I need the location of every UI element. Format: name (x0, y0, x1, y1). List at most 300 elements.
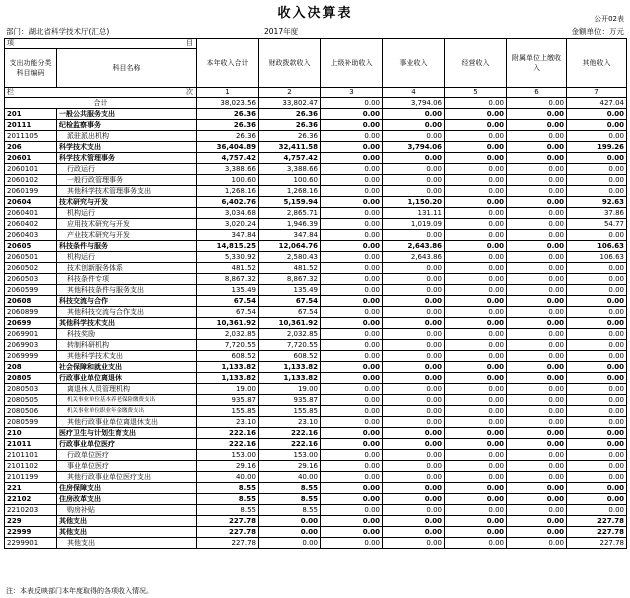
row-value-3: 0.00 (321, 208, 383, 219)
row-value-5: 0.00 (445, 241, 507, 252)
row-name: 行政单位医疗 (57, 450, 197, 461)
row-value-2: 155.85 (259, 406, 321, 417)
row-value-7: 0.00 (567, 186, 627, 197)
row-code: 206 (5, 142, 57, 153)
row-value-6: 0.00 (507, 296, 567, 307)
table-row (5, 208, 627, 219)
row-value-1: 26.36 (197, 120, 259, 131)
row-value-1: 155.85 (197, 406, 259, 417)
row-value-1: 8,867.32 (197, 274, 259, 285)
row-value-1: 6,402.76 (197, 197, 259, 208)
row-code: 2011105 (5, 131, 57, 142)
row-value-6: 0.00 (507, 98, 567, 109)
row-value-4: 0.00 (383, 351, 445, 362)
table-row (5, 472, 627, 483)
income-table (4, 38, 627, 549)
row-value-7: 0.00 (567, 362, 627, 373)
table-row (5, 175, 627, 186)
row-name: 机构运行 (57, 208, 197, 219)
row-value-7: 427.04 (567, 98, 627, 109)
row-code: 208 (5, 362, 57, 373)
row-value-5: 0.00 (445, 164, 507, 175)
row-value-4: 0.00 (383, 340, 445, 351)
row-value-1: 8.55 (197, 494, 259, 505)
row-value-4: 0.00 (383, 483, 445, 494)
table-row (5, 505, 627, 516)
row-code: 20601 (5, 153, 57, 164)
row-value-1: 19.00 (197, 384, 259, 395)
row-name: 事业单位医疗 (57, 461, 197, 472)
row-value-3: 0.00 (321, 450, 383, 461)
row-value-5: 0.00 (445, 428, 507, 439)
row-value-6: 0.00 (507, 494, 567, 505)
row-value-7: 227.78 (567, 516, 627, 527)
row-value-1: 1,268.16 (197, 186, 259, 197)
row-value-4: 0.00 (383, 120, 445, 131)
table-row (5, 329, 627, 340)
row-value-1: 26.36 (197, 131, 259, 142)
row-code: 20111 (5, 120, 57, 131)
row-value-2: 26.36 (259, 120, 321, 131)
row-value-3: 0.00 (321, 230, 383, 241)
row-value-7: 227.78 (567, 538, 627, 549)
header-row-item (5, 39, 627, 49)
row-name: 其他科学技术管理事务支出 (57, 186, 197, 197)
row-value-6: 0.00 (507, 428, 567, 439)
header-col-2: 财政拨款收入 (259, 39, 321, 88)
row-value-3: 0.00 (321, 329, 383, 340)
row-value-1: 608.52 (197, 351, 259, 362)
row-value-4: 0.00 (383, 186, 445, 197)
row-code: 2210203 (5, 505, 57, 516)
row-value-1: 38,023.56 (197, 98, 259, 109)
row-value-7: 0.00 (567, 307, 627, 318)
row-value-6: 0.00 (507, 131, 567, 142)
row-value-4: 0.00 (383, 285, 445, 296)
row-value-5: 0.00 (445, 450, 507, 461)
row-value-2: 347.84 (259, 230, 321, 241)
row-value-3: 0.00 (321, 483, 383, 494)
row-value-5: 0.00 (445, 472, 507, 483)
row-value-6: 0.00 (507, 516, 567, 527)
row-code: 2101101 (5, 450, 57, 461)
row-code: 229 (5, 516, 57, 527)
row-value-3: 0.00 (321, 318, 383, 329)
row-value-7: 0.00 (567, 318, 627, 329)
row-value-6: 0.00 (507, 230, 567, 241)
row-value-5: 0.00 (445, 505, 507, 516)
row-code: 20699 (5, 318, 57, 329)
row-code: 201 (5, 109, 57, 120)
row-value-3: 0.00 (321, 373, 383, 384)
row-value-2: 0.00 (259, 538, 321, 549)
row-value-6: 0.00 (507, 406, 567, 417)
row-value-7: 0.00 (567, 175, 627, 186)
row-code: 20604 (5, 197, 57, 208)
row-value-7: 37.86 (567, 208, 627, 219)
row-name: 机关事业单位职业年金缴费支出 (57, 406, 197, 417)
row-value-4: 0.00 (383, 505, 445, 516)
row-name: 其他科学技术支出 (57, 318, 197, 329)
row-value-1: 1,133.82 (197, 362, 259, 373)
row-value-5: 0.00 (445, 263, 507, 274)
row-value-2: 26.36 (259, 131, 321, 142)
row-value-4: 0.00 (383, 175, 445, 186)
row-code: 2060899 (5, 307, 57, 318)
table-row (5, 439, 627, 450)
row-value-7: 0.00 (567, 164, 627, 175)
row-code: 2060599 (5, 285, 57, 296)
row-value-6: 0.00 (507, 527, 567, 538)
row-value-4: 0.00 (383, 329, 445, 340)
row-value-6: 0.00 (507, 461, 567, 472)
row-name: 科学技术支出 (57, 142, 197, 153)
row-value-4: 0.00 (383, 472, 445, 483)
row-value-3: 0.00 (321, 384, 383, 395)
header-col-7: 其他收入 (567, 39, 627, 88)
row-value-4: 0.00 (383, 494, 445, 505)
row-value-6: 0.00 (507, 219, 567, 230)
row-value-5: 0.00 (445, 186, 507, 197)
row-value-3: 0.00 (321, 252, 383, 263)
row-value-3: 0.00 (321, 340, 383, 351)
row-code: 22102 (5, 494, 57, 505)
row-value-7: 0.00 (567, 395, 627, 406)
row-value-5: 0.00 (445, 153, 507, 164)
department-label: 部门：湖北省科学技术厅(汇总) (6, 27, 110, 36)
row-value-2: 222.16 (259, 439, 321, 450)
row-name: 科技条件与服务 (57, 241, 197, 252)
table-row (5, 318, 627, 329)
row-value-4: 0.00 (383, 450, 445, 461)
row-value-7: 0.00 (567, 384, 627, 395)
table-row (5, 274, 627, 285)
row-name: 其他支出 (57, 538, 197, 549)
header-col-4: 事业收入 (383, 39, 445, 88)
row-value-2: 40.00 (259, 472, 321, 483)
header-name-col: 科目名称 (57, 49, 197, 88)
table-row (5, 142, 627, 153)
header-item-cell (5, 39, 197, 49)
table-row (5, 384, 627, 395)
row-value-3: 0.00 (321, 197, 383, 208)
row-value-2: 0.00 (259, 516, 321, 527)
row-value-7: 0.00 (567, 131, 627, 142)
row-code: 2080503 (5, 384, 57, 395)
row-value-2: 1,946.39 (259, 219, 321, 230)
row-code: 2060403 (5, 230, 57, 241)
row-value-6: 0.00 (507, 142, 567, 153)
row-value-7: 0.00 (567, 153, 627, 164)
row-value-3: 0.00 (321, 263, 383, 274)
row-value-7: 0.00 (567, 329, 627, 340)
row-name: 离退休人员管理机构 (57, 384, 197, 395)
table-row (5, 252, 627, 263)
row-value-5: 0.00 (445, 285, 507, 296)
row-value-4: 2,643.86 (383, 252, 445, 263)
row-value-1: 14,815.25 (197, 241, 259, 252)
row-value-6: 0.00 (507, 274, 567, 285)
row-value-7: 0.00 (567, 461, 627, 472)
row-value-7: 0.00 (567, 120, 627, 131)
header-col-5: 经营收入 (445, 39, 507, 88)
row-value-6: 0.00 (507, 351, 567, 362)
row-name: 其他科技条件与服务支出 (57, 285, 197, 296)
row-value-3: 0.00 (321, 307, 383, 318)
row-value-4: 0.00 (383, 109, 445, 120)
table-row (5, 351, 627, 362)
row-value-4: 2,643.86 (383, 241, 445, 252)
row-value-1: 100.60 (197, 175, 259, 186)
row-value-4: 3,794.06 (383, 142, 445, 153)
row-value-4: 0.00 (383, 131, 445, 142)
header-ci-label: 次 (186, 88, 193, 96)
row-value-6: 0.00 (507, 472, 567, 483)
row-value-6: 0.00 (507, 164, 567, 175)
row-value-4: 0.00 (383, 428, 445, 439)
row-value-5: 0.00 (445, 362, 507, 373)
table-row (5, 120, 627, 131)
row-value-1: 4,757.42 (197, 153, 259, 164)
row-value-2: 7,720.55 (259, 340, 321, 351)
row-value-6: 0.00 (507, 120, 567, 131)
row-value-1: 153.00 (197, 450, 259, 461)
row-value-3: 0.00 (321, 472, 383, 483)
row-value-4: 0.00 (383, 362, 445, 373)
row-value-7: 0.00 (567, 340, 627, 351)
table-row (5, 197, 627, 208)
row-code: 210 (5, 428, 57, 439)
row-value-2: 8.55 (259, 483, 321, 494)
row-value-1: 3,020.24 (197, 219, 259, 230)
row-value-5: 0.00 (445, 384, 507, 395)
row-name: 派驻派出机构 (57, 131, 197, 142)
row-value-7: 199.26 (567, 142, 627, 153)
table-row (5, 109, 627, 120)
row-value-3: 0.00 (321, 285, 383, 296)
row-value-5: 0.00 (445, 197, 507, 208)
row-value-3: 0.00 (321, 109, 383, 120)
col-num-5: 5 (445, 88, 507, 98)
row-code: 20608 (5, 296, 57, 307)
row-value-1: 36,404.89 (197, 142, 259, 153)
row-code: 2060503 (5, 274, 57, 285)
row-value-5: 0.00 (445, 131, 507, 142)
row-value-7: 227.78 (567, 527, 627, 538)
row-value-3: 0.00 (321, 428, 383, 439)
year-label: 2017年度 (264, 27, 299, 36)
row-value-6: 0.00 (507, 186, 567, 197)
header-row-index (5, 88, 627, 98)
table-row (5, 164, 627, 175)
row-value-6: 0.00 (507, 307, 567, 318)
row-name: 其他支出 (57, 527, 197, 538)
row-value-7: 0.00 (567, 109, 627, 120)
header-col-3: 上级补助收入 (321, 39, 383, 88)
row-value-3: 0.00 (321, 164, 383, 175)
row-value-2: 8.55 (259, 494, 321, 505)
row-value-2: 19.00 (259, 384, 321, 395)
row-value-4: 3,794.06 (383, 98, 445, 109)
row-value-7: 0.00 (567, 450, 627, 461)
row-value-6: 0.00 (507, 175, 567, 186)
row-value-1: 26.36 (197, 109, 259, 120)
row-value-1: 3,034.68 (197, 208, 259, 219)
row-value-5: 0.00 (445, 494, 507, 505)
row-name: 转制科研机构 (57, 340, 197, 351)
row-value-4: 1,150.20 (383, 197, 445, 208)
row-code: 2080506 (5, 406, 57, 417)
row-value-6: 0.00 (507, 395, 567, 406)
col-num-4: 4 (383, 88, 445, 98)
table-row (5, 417, 627, 428)
row-value-2: 1,268.16 (259, 186, 321, 197)
row-value-1: 3,388.66 (197, 164, 259, 175)
row-value-3: 0.00 (321, 505, 383, 516)
row-value-4: 131.11 (383, 208, 445, 219)
row-value-2: 32,411.58 (259, 142, 321, 153)
row-value-2: 2,032.85 (259, 329, 321, 340)
row-value-2: 100.60 (259, 175, 321, 186)
table-row (5, 285, 627, 296)
row-value-5: 0.00 (445, 296, 507, 307)
row-value-5: 0.00 (445, 461, 507, 472)
table-row (5, 186, 627, 197)
row-value-6: 0.00 (507, 450, 567, 461)
row-value-4: 0.00 (383, 263, 445, 274)
row-name: 其他科技交流与合作支出 (57, 307, 197, 318)
row-value-3: 0.00 (321, 406, 383, 417)
row-value-5: 0.00 (445, 98, 507, 109)
row-name: 技术创新服务体系 (57, 263, 197, 274)
row-value-2: 3,388.66 (259, 164, 321, 175)
table-row (5, 131, 627, 142)
row-value-2: 1,133.82 (259, 362, 321, 373)
row-code: 2060501 (5, 252, 57, 263)
row-value-1: 222.16 (197, 428, 259, 439)
row-value-4: 0.00 (383, 274, 445, 285)
row-code: 2060402 (5, 219, 57, 230)
row-value-1: 29.16 (197, 461, 259, 472)
row-value-6: 0.00 (507, 263, 567, 274)
row-name: 行政事业单位离退休 (57, 373, 197, 384)
header-lan-label: 栏 (7, 88, 14, 96)
row-name: 其他行政事业单位离退休支出 (57, 417, 197, 428)
row-value-2: 222.16 (259, 428, 321, 439)
row-value-2: 481.52 (259, 263, 321, 274)
row-name: 住房改革支出 (57, 494, 197, 505)
table-row (5, 538, 627, 549)
row-name: 产业技术研究与开发 (57, 230, 197, 241)
row-value-2: 1,133.82 (259, 373, 321, 384)
row-code: 2060401 (5, 208, 57, 219)
row-value-3: 0.00 (321, 153, 383, 164)
table-row (5, 395, 627, 406)
row-value-4: 0.00 (383, 406, 445, 417)
row-value-1: 5,330.92 (197, 252, 259, 263)
row-name: 社会保障和就业支出 (57, 362, 197, 373)
row-code: 2069901 (5, 329, 57, 340)
row-value-3: 0.00 (321, 351, 383, 362)
row-value-6: 0.00 (507, 483, 567, 494)
row-name: 科技交流与合作 (57, 296, 197, 307)
row-value-6: 0.00 (507, 538, 567, 549)
row-value-3: 0.00 (321, 131, 383, 142)
row-name: 其他科学技术支出 (57, 351, 197, 362)
row-value-2: 10,361.92 (259, 318, 321, 329)
row-value-6: 0.00 (507, 329, 567, 340)
row-value-6: 0.00 (507, 153, 567, 164)
row-value-5: 0.00 (445, 329, 507, 340)
table-row (5, 219, 627, 230)
row-value-1: 222.16 (197, 439, 259, 450)
table-row (5, 516, 627, 527)
row-value-1: 227.78 (197, 538, 259, 549)
row-value-6: 0.00 (507, 197, 567, 208)
row-value-6: 0.00 (507, 417, 567, 428)
row-value-4: 0.00 (383, 538, 445, 549)
row-code: 20605 (5, 241, 57, 252)
row-value-5: 0.00 (445, 142, 507, 153)
row-value-6: 0.00 (507, 362, 567, 373)
row-name: 其他行政事业单位医疗支出 (57, 472, 197, 483)
row-name: 购房补贴 (57, 505, 197, 516)
row-value-2: 608.52 (259, 351, 321, 362)
row-code: 2069999 (5, 351, 57, 362)
row-value-3: 0.00 (321, 186, 383, 197)
row-value-4: 0.00 (383, 307, 445, 318)
row-value-3: 0.00 (321, 241, 383, 252)
row-value-1: 67.54 (197, 296, 259, 307)
row-value-5: 0.00 (445, 340, 507, 351)
table-row (5, 450, 627, 461)
row-value-3: 0.00 (321, 362, 383, 373)
row-value-3: 0.00 (321, 120, 383, 131)
row-value-4: 0.00 (383, 417, 445, 428)
row-code: 20805 (5, 373, 57, 384)
row-value-3: 0.00 (321, 527, 383, 538)
row-value-4: 0.00 (383, 296, 445, 307)
table-row (5, 98, 627, 109)
row-value-4: 0.00 (383, 373, 445, 384)
row-value-1: 227.78 (197, 516, 259, 527)
row-value-3: 0.00 (321, 439, 383, 450)
row-value-6: 0.00 (507, 109, 567, 120)
row-value-5: 0.00 (445, 439, 507, 450)
row-value-7: 0.00 (567, 274, 627, 285)
row-value-5: 0.00 (445, 318, 507, 329)
row-value-3: 0.00 (321, 417, 383, 428)
row-value-4: 0.00 (383, 153, 445, 164)
row-value-1: 67.54 (197, 307, 259, 318)
row-code: 2069903 (5, 340, 57, 351)
row-value-4: 0.00 (383, 384, 445, 395)
row-value-7: 0.00 (567, 439, 627, 450)
row-value-1: 481.52 (197, 263, 259, 274)
row-value-2: 8,867.32 (259, 274, 321, 285)
row-value-2: 26.36 (259, 109, 321, 120)
row-value-6: 0.00 (507, 384, 567, 395)
row-value-5: 0.00 (445, 516, 507, 527)
row-value-7: 0.00 (567, 296, 627, 307)
table-row (5, 461, 627, 472)
row-value-4: 1,019.09 (383, 219, 445, 230)
row-value-5: 0.00 (445, 230, 507, 241)
row-value-6: 0.00 (507, 439, 567, 450)
row-value-6: 0.00 (507, 241, 567, 252)
row-name: 科学技术管理事务 (57, 153, 197, 164)
row-value-3: 0.00 (321, 494, 383, 505)
